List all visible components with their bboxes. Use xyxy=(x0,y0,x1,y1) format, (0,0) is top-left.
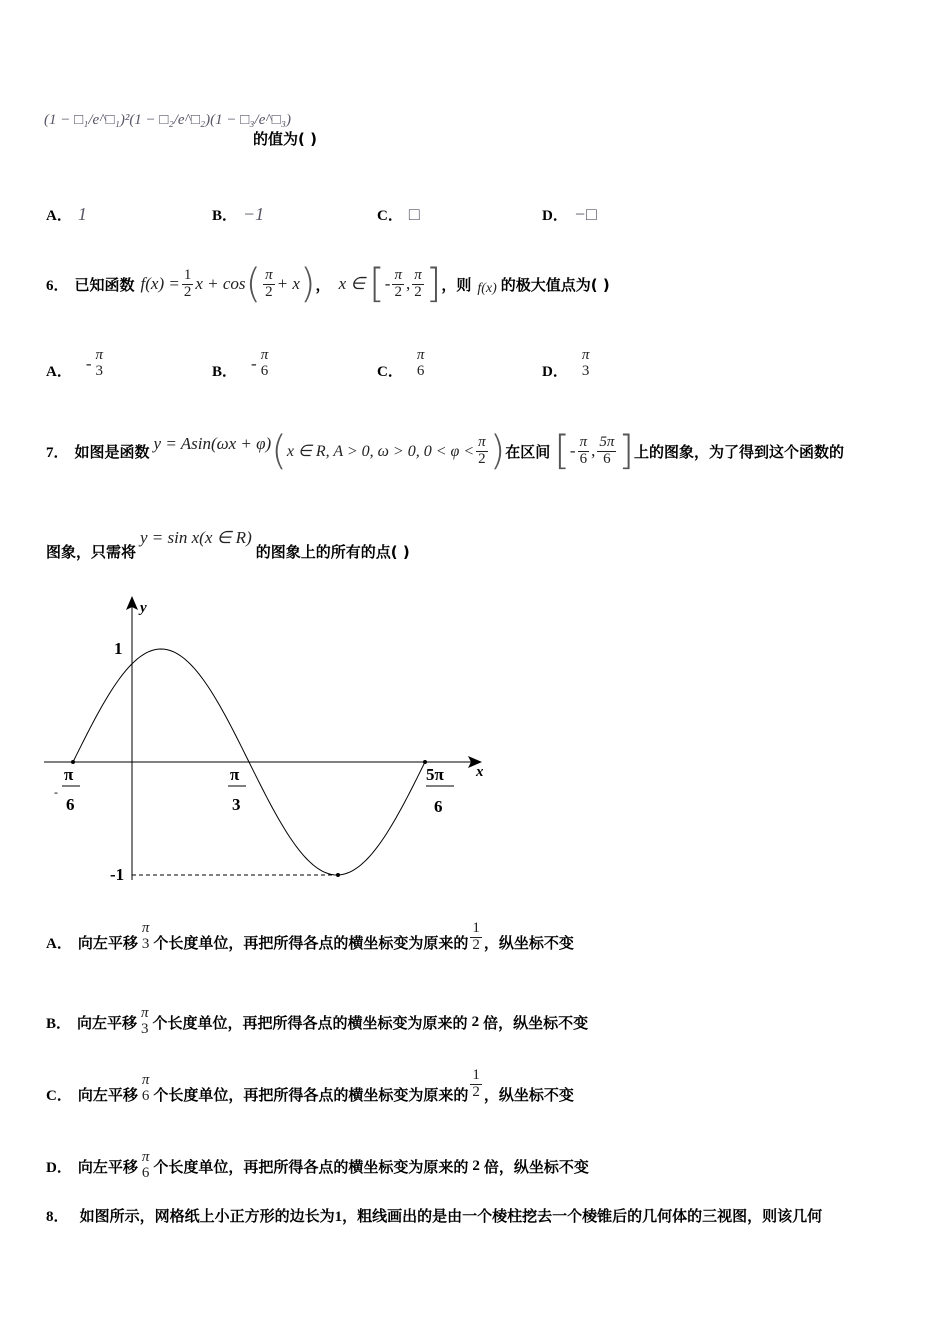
q7-interval-right: $\frac{5\pi}{6}$ xyxy=(599,433,615,467)
question-number: 6． xyxy=(46,277,69,294)
svg-text:-: - xyxy=(54,785,58,799)
q5-option-a xyxy=(46,204,87,225)
q6-fx: f(x) = xyxy=(140,274,180,293)
option-fraction: π 3 xyxy=(95,346,104,379)
option-text: 向左平移 xyxy=(77,1085,138,1104)
right-paren: ) xyxy=(299,261,316,307)
q5-formula: (1 − □₁/e^□₁)²(1 − □₂/e^□₂)(1 − □₃/e^□₃) xyxy=(44,112,291,128)
q6-half: $\frac{1}{2}$ xyxy=(183,266,192,300)
option-letter: C． xyxy=(46,1087,72,1104)
x-tick-pi-3 xyxy=(228,765,246,814)
q6-tail: 的极大值点为( ) xyxy=(500,275,610,294)
option-text: 向左平移 xyxy=(77,1013,138,1032)
x-axis-label: x xyxy=(476,764,484,780)
option-letter: D． xyxy=(542,208,568,224)
option-text: 个长度单位，再把所得各点的横坐标变为原来的 xyxy=(153,1157,469,1176)
question-number: 7． xyxy=(46,444,69,461)
option-letter: D． xyxy=(46,1159,72,1176)
left-bracket: [ xyxy=(369,261,385,307)
q7-stem-line1: 7． 如图是函数 y = Asin(ωx + φ) ( x ∈ R, A > 0, ω > 0, 0 < φ < $\frac{\pi}{2}$ ) 在区间 [ - $\frac{\pi}{6}$ , $\frac{5\pi}{6}$ ] 上的图象，为了得到这个函数的 xyxy=(46,428,844,474)
q7-tail1: 上的图象，为了得到这个函数的 xyxy=(633,442,844,461)
option-fraction: π 6 xyxy=(141,1072,150,1104)
option-text: 倍，纵坐标不变 xyxy=(483,1013,589,1032)
option-text: 向左平移 xyxy=(77,933,138,952)
curve-min-point xyxy=(336,873,340,877)
option-fraction: π 6 xyxy=(260,346,269,379)
right-paren: ) xyxy=(489,428,506,474)
q6-interval-left: $\frac{\pi}{2}$ xyxy=(394,266,402,300)
option-letter: A． xyxy=(46,935,72,952)
question-number: 8． xyxy=(46,1209,69,1225)
q7-interval-left: $\frac{\pi}{6}$ xyxy=(579,433,588,467)
svg-text:6: 6 xyxy=(434,797,443,816)
q7-line2-tail: 的图象上的所有的点( ) xyxy=(255,542,410,561)
q6-option-c xyxy=(377,346,428,381)
svg-text:π: π xyxy=(64,765,74,784)
curve-end-point xyxy=(423,760,427,764)
q6-fx2: f(x) xyxy=(477,281,497,296)
option-text: 个长度单位，再把所得各点的横坐标变为原来的 xyxy=(153,933,469,952)
left-paren: ( xyxy=(271,428,287,474)
option-letter: D． xyxy=(542,364,568,380)
option-text: 向左平移 xyxy=(77,1157,138,1176)
y-tick-1: 1 xyxy=(114,639,123,658)
left-bracket: [ xyxy=(554,428,570,474)
q6-option-a xyxy=(46,346,107,381)
option-fraction: π 3 xyxy=(581,346,590,379)
y-axis-label: y xyxy=(140,600,147,616)
option-sign: - xyxy=(85,353,92,373)
x-tick-5pi-6 xyxy=(426,765,454,816)
q6-option-b xyxy=(212,346,272,381)
option-fraction: π 3 xyxy=(141,920,150,952)
q7-func: y = Asin(ωx + φ) xyxy=(153,434,272,453)
q7-option-d xyxy=(46,1144,589,1188)
q6-stem: 6． 已知函数 f(x) = $\frac{1}{2}$ x + cos ( $\frac{\pi}{2}$ + x ) ， x ∈ [ - $\frac{\pi}{2}$ , $\frac{\pi}{2}$ ] ，则 f(x) 的极大值点为( ) xyxy=(46,261,610,307)
q6-interval-right: $\frac{\pi}{2}$ xyxy=(414,266,422,300)
q7-lead: 如图是函数 xyxy=(74,442,150,461)
option-letter: C． xyxy=(377,364,403,380)
option-text: 个长度单位，再把所得各点的横坐标变为原来的 xyxy=(152,1013,468,1032)
q8-one: 1 xyxy=(334,1209,343,1225)
right-bracket: ] xyxy=(618,428,634,474)
option-multiplier: 2 xyxy=(472,1157,480,1174)
q7-option-c xyxy=(46,1062,574,1106)
option-text: 个长度单位，再把所得各点的横坐标变为原来的 xyxy=(153,1085,469,1104)
q8-text: 如图所示，网格纸上小正方形的边长为 xyxy=(79,1207,335,1225)
q7-stem-line2 xyxy=(46,524,410,564)
svg-text:5π: 5π xyxy=(426,765,444,784)
option-letter: B． xyxy=(212,364,238,380)
svg-text:π: π xyxy=(230,765,240,784)
option-value: 1 xyxy=(77,204,87,224)
q6-body: x + cos xyxy=(195,274,246,293)
option-value: −□ xyxy=(573,204,597,224)
q6-then: ，则 xyxy=(441,275,472,294)
x-tick-neg-pi-6 xyxy=(54,765,80,814)
option-fraction: π 6 xyxy=(416,346,425,379)
q8-stem xyxy=(46,1205,822,1226)
q7-option-b xyxy=(46,1000,588,1044)
option-factor: $\frac{1}{2}$ xyxy=(472,919,480,953)
option-value: −1 xyxy=(243,204,265,224)
q6-option-d xyxy=(542,346,593,381)
q8-text2: ，粗线画出的是由一个棱柱挖去一个棱锥后的几何体的三视图，则该几何 xyxy=(342,1207,823,1225)
q6-neg: - xyxy=(384,274,391,293)
option-text: ，纵坐标不变 xyxy=(483,933,574,952)
option-factor: $\frac{1}{2}$ xyxy=(472,1066,480,1100)
q7-sinfunc: y = sin x(x ∈ R) xyxy=(140,528,252,547)
q6-plus-x: + x xyxy=(276,274,300,293)
option-letter: A． xyxy=(46,364,72,380)
option-fraction: π 6 xyxy=(141,1149,150,1181)
q5-option-d xyxy=(542,204,597,225)
q7-interval-lead: 在区间 xyxy=(505,442,551,461)
option-value: □ xyxy=(408,204,420,224)
q7-cond: x ∈ R, A > 0, ω > 0, 0 < φ < xyxy=(286,443,475,460)
option-sign: - xyxy=(251,353,257,373)
q5-option-c xyxy=(377,204,420,225)
right-bracket: ] xyxy=(425,261,442,307)
q7-option-a xyxy=(46,920,574,964)
curve-start-point xyxy=(71,760,75,764)
q5-tail: 的值为( ) xyxy=(253,130,317,148)
option-letter: B． xyxy=(212,208,238,224)
option-multiplier: 2 xyxy=(471,1013,480,1030)
option-letter: B． xyxy=(46,1015,72,1032)
q6-pi-over-2: $\frac{\pi}{2}$ xyxy=(265,266,273,300)
q6-lead: 已知函数 xyxy=(74,275,135,294)
q7-neg: - xyxy=(569,441,576,460)
q5-option-b xyxy=(212,204,264,225)
left-paren: ( xyxy=(245,261,262,307)
q6-comma: ， xyxy=(315,275,331,294)
q7-pi-over-2: $\frac{\pi}{2}$ xyxy=(478,433,486,467)
q6-x-in: x ∈ xyxy=(338,274,366,293)
option-fraction: π 3 xyxy=(141,1005,149,1037)
q7-line2-lead: 图象，只需将 xyxy=(46,542,137,561)
svg-text:6: 6 xyxy=(66,795,75,814)
option-text: ，纵坐标不变 xyxy=(483,1085,574,1104)
svg-text:3: 3 xyxy=(232,795,241,814)
option-letter: C． xyxy=(377,208,403,224)
option-text: 倍，纵坐标不变 xyxy=(483,1157,589,1176)
y-tick-neg1: -1 xyxy=(110,865,125,884)
q7-sine-graph xyxy=(40,590,500,890)
option-letter: A． xyxy=(46,208,72,224)
